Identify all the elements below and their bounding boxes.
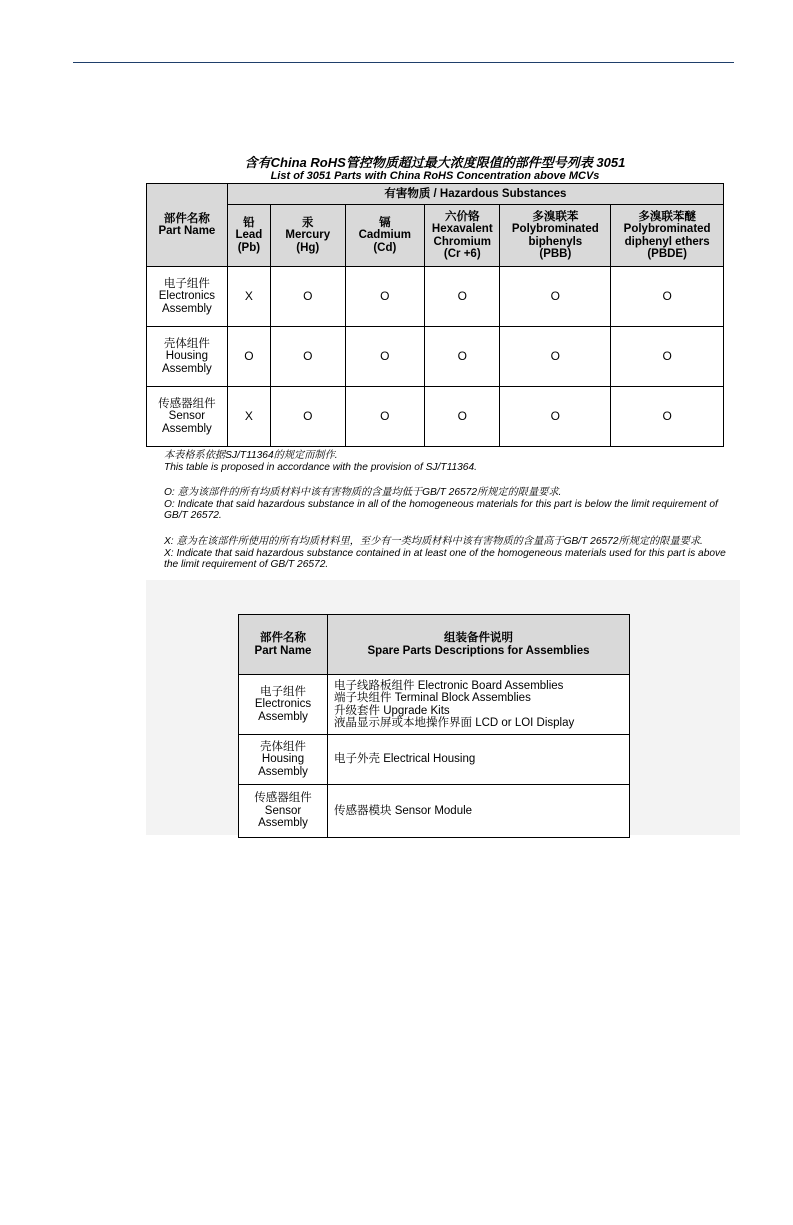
part-name-cell: 传感器组件 Sensor Assembly [239,785,328,838]
header-rule [73,62,734,63]
value-cell: O [611,387,724,447]
part-name-cell: 传感器组件 Sensor Assembly [147,387,228,447]
column-header-chromium: 六价铬 Hexavalent Chromium (Cr +6) [425,205,500,267]
part-name-cn: 部件名称 [163,212,210,225]
title-english: List of 3051 Parts with China RoHS Concentration above MCVs [270,170,600,182]
value-cell: O [611,327,724,387]
hazardous-substances-table [146,183,724,447]
table-row [147,387,724,447]
part-name-cell: 壳体组件 Housing Assembly [147,327,228,387]
value-cell: O [611,267,724,327]
part-name-cell: 电子组件 Electronics Assembly [239,675,328,735]
value-cell: O [425,327,500,387]
value-cell: O [270,267,345,327]
value-cell: O [500,267,611,327]
description-cell: 电子线路板组件 Electronic Board Assemblies 端子块组件 Terminal Block Assemblies 升级套件 Upgrade Kits 液晶显示屏或本地操作界面 LCD or LOI Display [328,675,630,735]
column-header-cadmium: 镉 Cadmium (Cd) [345,205,425,267]
description-cell: 电子外壳 Electrical Housing [328,735,630,785]
value-cell: O [425,267,500,327]
table-row [239,675,630,735]
part-name-en: Part Name [158,225,216,237]
x-note-cn: X: 意为在该部件所使用的所有均质材料里，至少有一类均质材料中该有害物质的含量高于GB/T 26572所规定的限量要求. [164,536,703,547]
value-cell: O [345,267,425,327]
standard-note-en: This table is proposed in accordance with the provision of SJ/T11364. [164,461,477,473]
value-cell: O [345,387,425,447]
table-row [239,735,630,785]
o-note [164,487,739,522]
table-row [147,327,724,387]
column-header-mercury: 汞 Mercury (Hg) [270,205,345,267]
value-cell: O [227,327,270,387]
column-header-pbde: 多溴联苯醚 Polybrominated diphenyl ethers (PBDE) [611,205,724,267]
standard-note [164,450,739,473]
column-header-pbb: 多溴联苯 Polybrominated biphenyls (PBB) [500,205,611,267]
spare-description-header: 组装备件说明 Spare Parts Descriptions for Assemblies [328,615,630,675]
value-cell: O [270,387,345,447]
value-cell: O [500,387,611,447]
part-name-cell: 电子组件 Electronics Assembly [147,267,228,327]
x-note [164,536,739,571]
o-note-cn: O: 意为该部件的所有均质材料中该有害物质的含量均低于GB/T 26572所规定的限量要求. [164,487,562,498]
value-cell: O [500,327,611,387]
description-cell: 传感器模块 Sensor Module [328,785,630,838]
spare-parts-table [238,614,630,838]
value-cell: O [345,327,425,387]
standard-note-cn: 本表格系依据SJ/T11364的规定而制作. [164,450,338,461]
column-header-lead: 铅 Lead (Pb) [227,205,270,267]
title-chinese: 含有China RoHS管控物质超过最大浓度限值的部件型号列表 3051 [244,155,626,170]
spare-part-name-header: 部件名称 Part Name [239,615,328,675]
x-note-en: X: Indicate that said hazardous substance contained in at least one of the homogeneous materials used for this part is above the limit requirement of GB/T 26572. [164,547,726,571]
table-row [239,785,630,838]
part-name-cell: 壳体组件 Housing Assembly [239,735,328,785]
value-cell: O [270,327,345,387]
o-note-en: O: Indicate that said hazardous substance in all of the homogeneous materials for this part is below the limit requirement of GB/T 26572. [164,498,718,522]
table-title [146,156,724,182]
value-cell: O [425,387,500,447]
value-cell: X [227,267,270,327]
part-name-header [147,184,228,267]
table-row [147,267,724,327]
hazardous-substances-header: 有害物质 / Hazardous Substances [227,184,723,205]
value-cell: X [227,387,270,447]
